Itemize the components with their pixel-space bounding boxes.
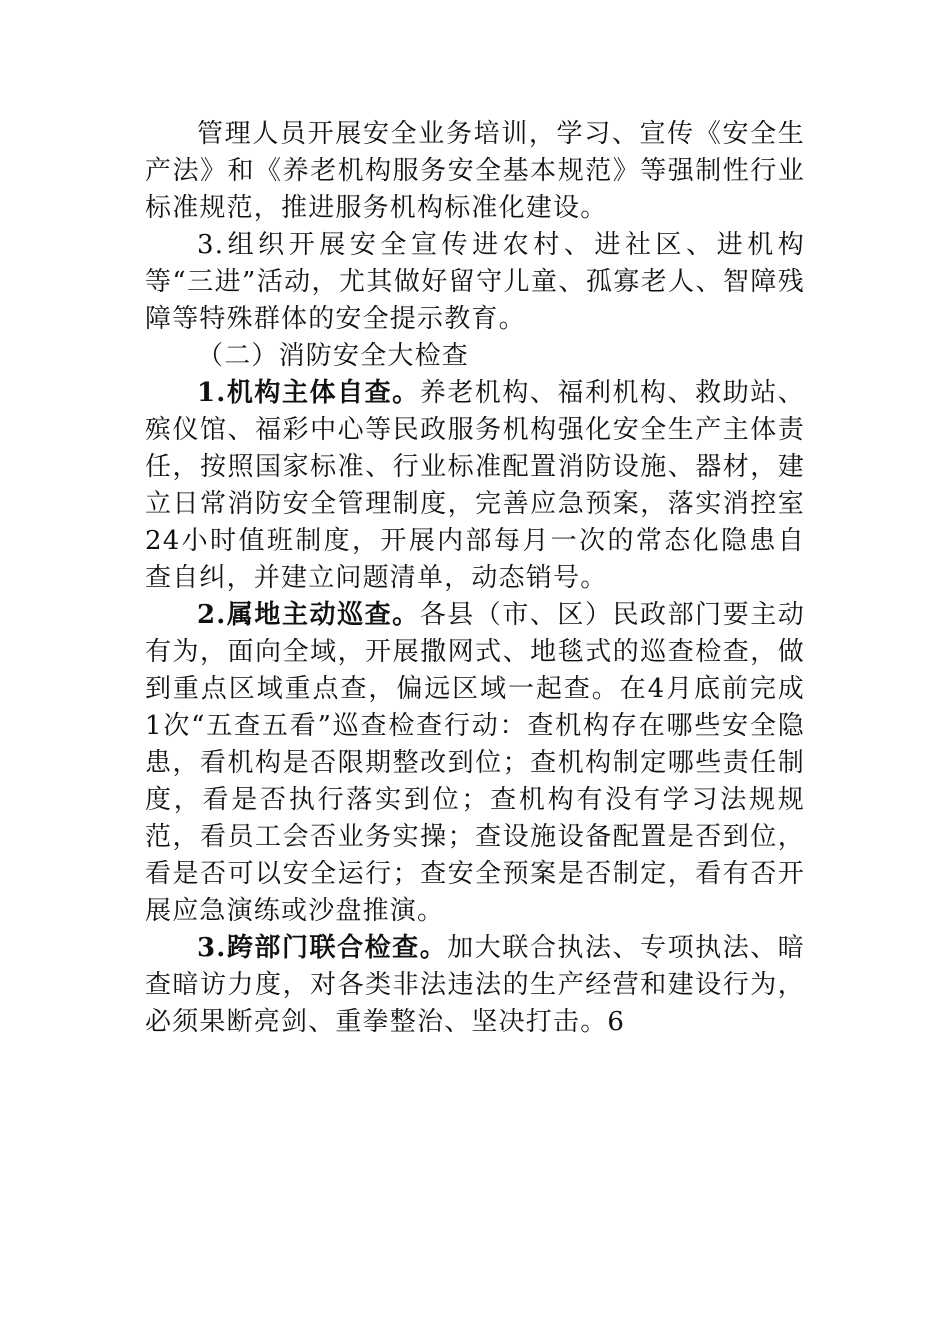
paragraph-lead: 2.属地主动巡查。 xyxy=(197,600,420,630)
document-body xyxy=(145,116,805,1041)
paragraph-lead: 1.机构主体自查。 xyxy=(197,378,420,408)
paragraph-training xyxy=(145,116,805,227)
paragraph-text: 3.组织开展安全宣传进农村、进社区、进机构等“三进”活动，尤其做好留守儿童、孤寡老人、智障残障等特殊群体的安全提示教育。 xyxy=(145,230,805,334)
paragraph-joint-inspection xyxy=(145,930,805,1041)
paragraph-lead: 3.跨部门联合检查。 xyxy=(197,933,448,963)
paragraph-local-patrol xyxy=(145,597,805,930)
section-heading-text: （二）消防安全大检查 xyxy=(197,341,470,371)
paragraph-text: 加大联合执法、专项执法、暗查暗访力度，对各类非法违法的生产经营和建设行为，必须果断亮剑、重拳整治、坚决打击。6 xyxy=(145,933,805,1037)
paragraph-text: 各县（市、区）民政部门要主动有为，面向全域，开展撒网式、地毯式的巡查检查，做到重点区域重点查，偏远区域一起查。在4月底前完成1次“五查五看”巡查检查行动：查机构存在哪些安全隐患，看机构是否限期整改到位；查机构制定哪些责任制度，看是否执行落实到位；查机构有没有学习法规规范，看员工会否业务实操；查设施设备配置是否到位，看是否可以安全运行；查安全预案是否制定，看有否开展应急演练或沙盘推演。 xyxy=(145,600,805,926)
paragraph-self-inspection xyxy=(145,375,805,597)
paragraph-text: 管理人员开展安全业务培训，学习、宣传《安全生产法》和《养老机构服务安全基本规范》等强制性行业标准规范，推进服务机构标准化建设。 xyxy=(145,119,805,223)
section-heading-fire-safety xyxy=(145,338,805,375)
paragraph-three-entries xyxy=(145,227,805,338)
paragraph-text: 养老机构、福利机构、救助站、殡仪馆、福彩中心等民政服务机构强化安全生产主体责任，按照国家标准、行业标准配置消防设施、器材，建立日常消防安全管理制度，完善应急预案，落实消控室24小时值班制度，开展内部每月一次的常态化隐患自查自纠，并建立问题清单，动态销号。 xyxy=(145,378,805,593)
